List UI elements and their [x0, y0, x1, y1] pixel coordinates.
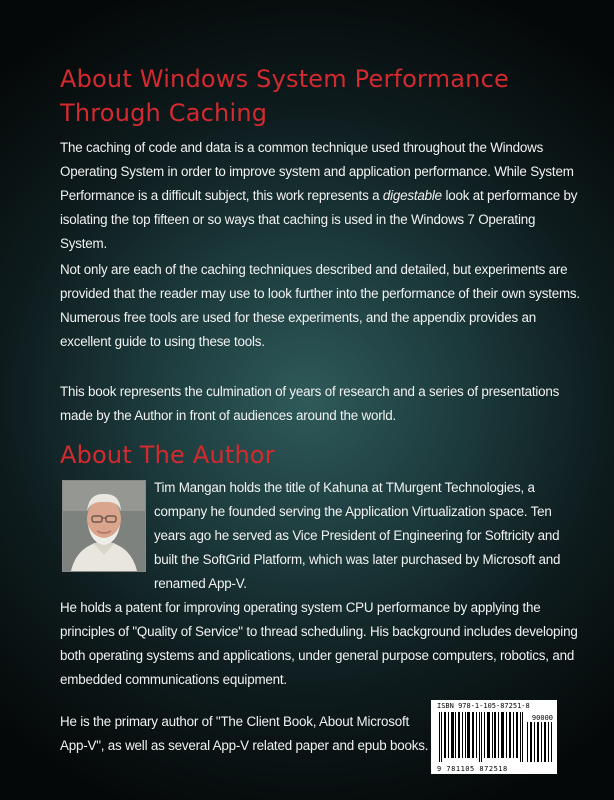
description-paragraph-2: Not only are each of the caching techniques described and detailed, but experiments are provided that the reader may use to look further into the performance of their own systems. Numerous free tools are used for these experiments, and the appendix provides an excellent guide to using these tools. [60, 262, 580, 349]
book-title-line1: About Windows System Performance [60, 65, 509, 93]
description-emphasis: digestable [382, 188, 442, 203]
barcode-number: 9 781105 872518 [437, 765, 508, 773]
description-paragraph-1-start: The caching of code and data is a common technique used throughout the Windows Operating System in order to improve system and application performance. While System Performance is a difficult subject, this work represents a [60, 140, 574, 203]
author-bio-paragraph-3: He is the primary author of "The Client Book, About Microsoft App-V", as well as several App-V related paper and epub books. [60, 714, 429, 753]
author-bio-paragraph-1: Tim Mangan holds the title of Kahuna at TMurgent Technologies, a company he founded serving the Application Virtualization space. Ten years ago he served as Vice President of Engineering for Softricity and built the SoftGrid Platform, which was later purchased by Microsoft and renamed App-V. [154, 480, 561, 591]
description-paragraph-3: This book represents the culmination of years of research and a series of presentations made by the Author in front of audiences around the world. [60, 384, 560, 423]
isbn-barcode [431, 700, 557, 774]
about-author-heading: About The Author [60, 441, 275, 469]
author-portrait-icon [63, 481, 145, 571]
price-code: 90000 [531, 714, 553, 722]
book-title-line2: Through Caching [60, 99, 268, 127]
description-paragraph-1 [60, 136, 580, 256]
author-photo [62, 480, 146, 572]
isbn-text: ISBN 978-1-105-87251-8 [437, 702, 530, 710]
barcode-addon-bars-icon [527, 722, 553, 762]
description-paragraph-1-end: look at performance by isolating the top fifteen or so ways that caching is used in the Windows 7 Operating System. [60, 188, 578, 251]
barcode-bars-icon [439, 712, 525, 762]
author-bio-paragraph-2: He holds a patent for improving operating system CPU performance by applying the principles of "Quality of Service" to thread scheduling. His background includes developing both operating systems and applications, under general purpose computers, robotics, and embedded communications equipment. [60, 600, 578, 687]
